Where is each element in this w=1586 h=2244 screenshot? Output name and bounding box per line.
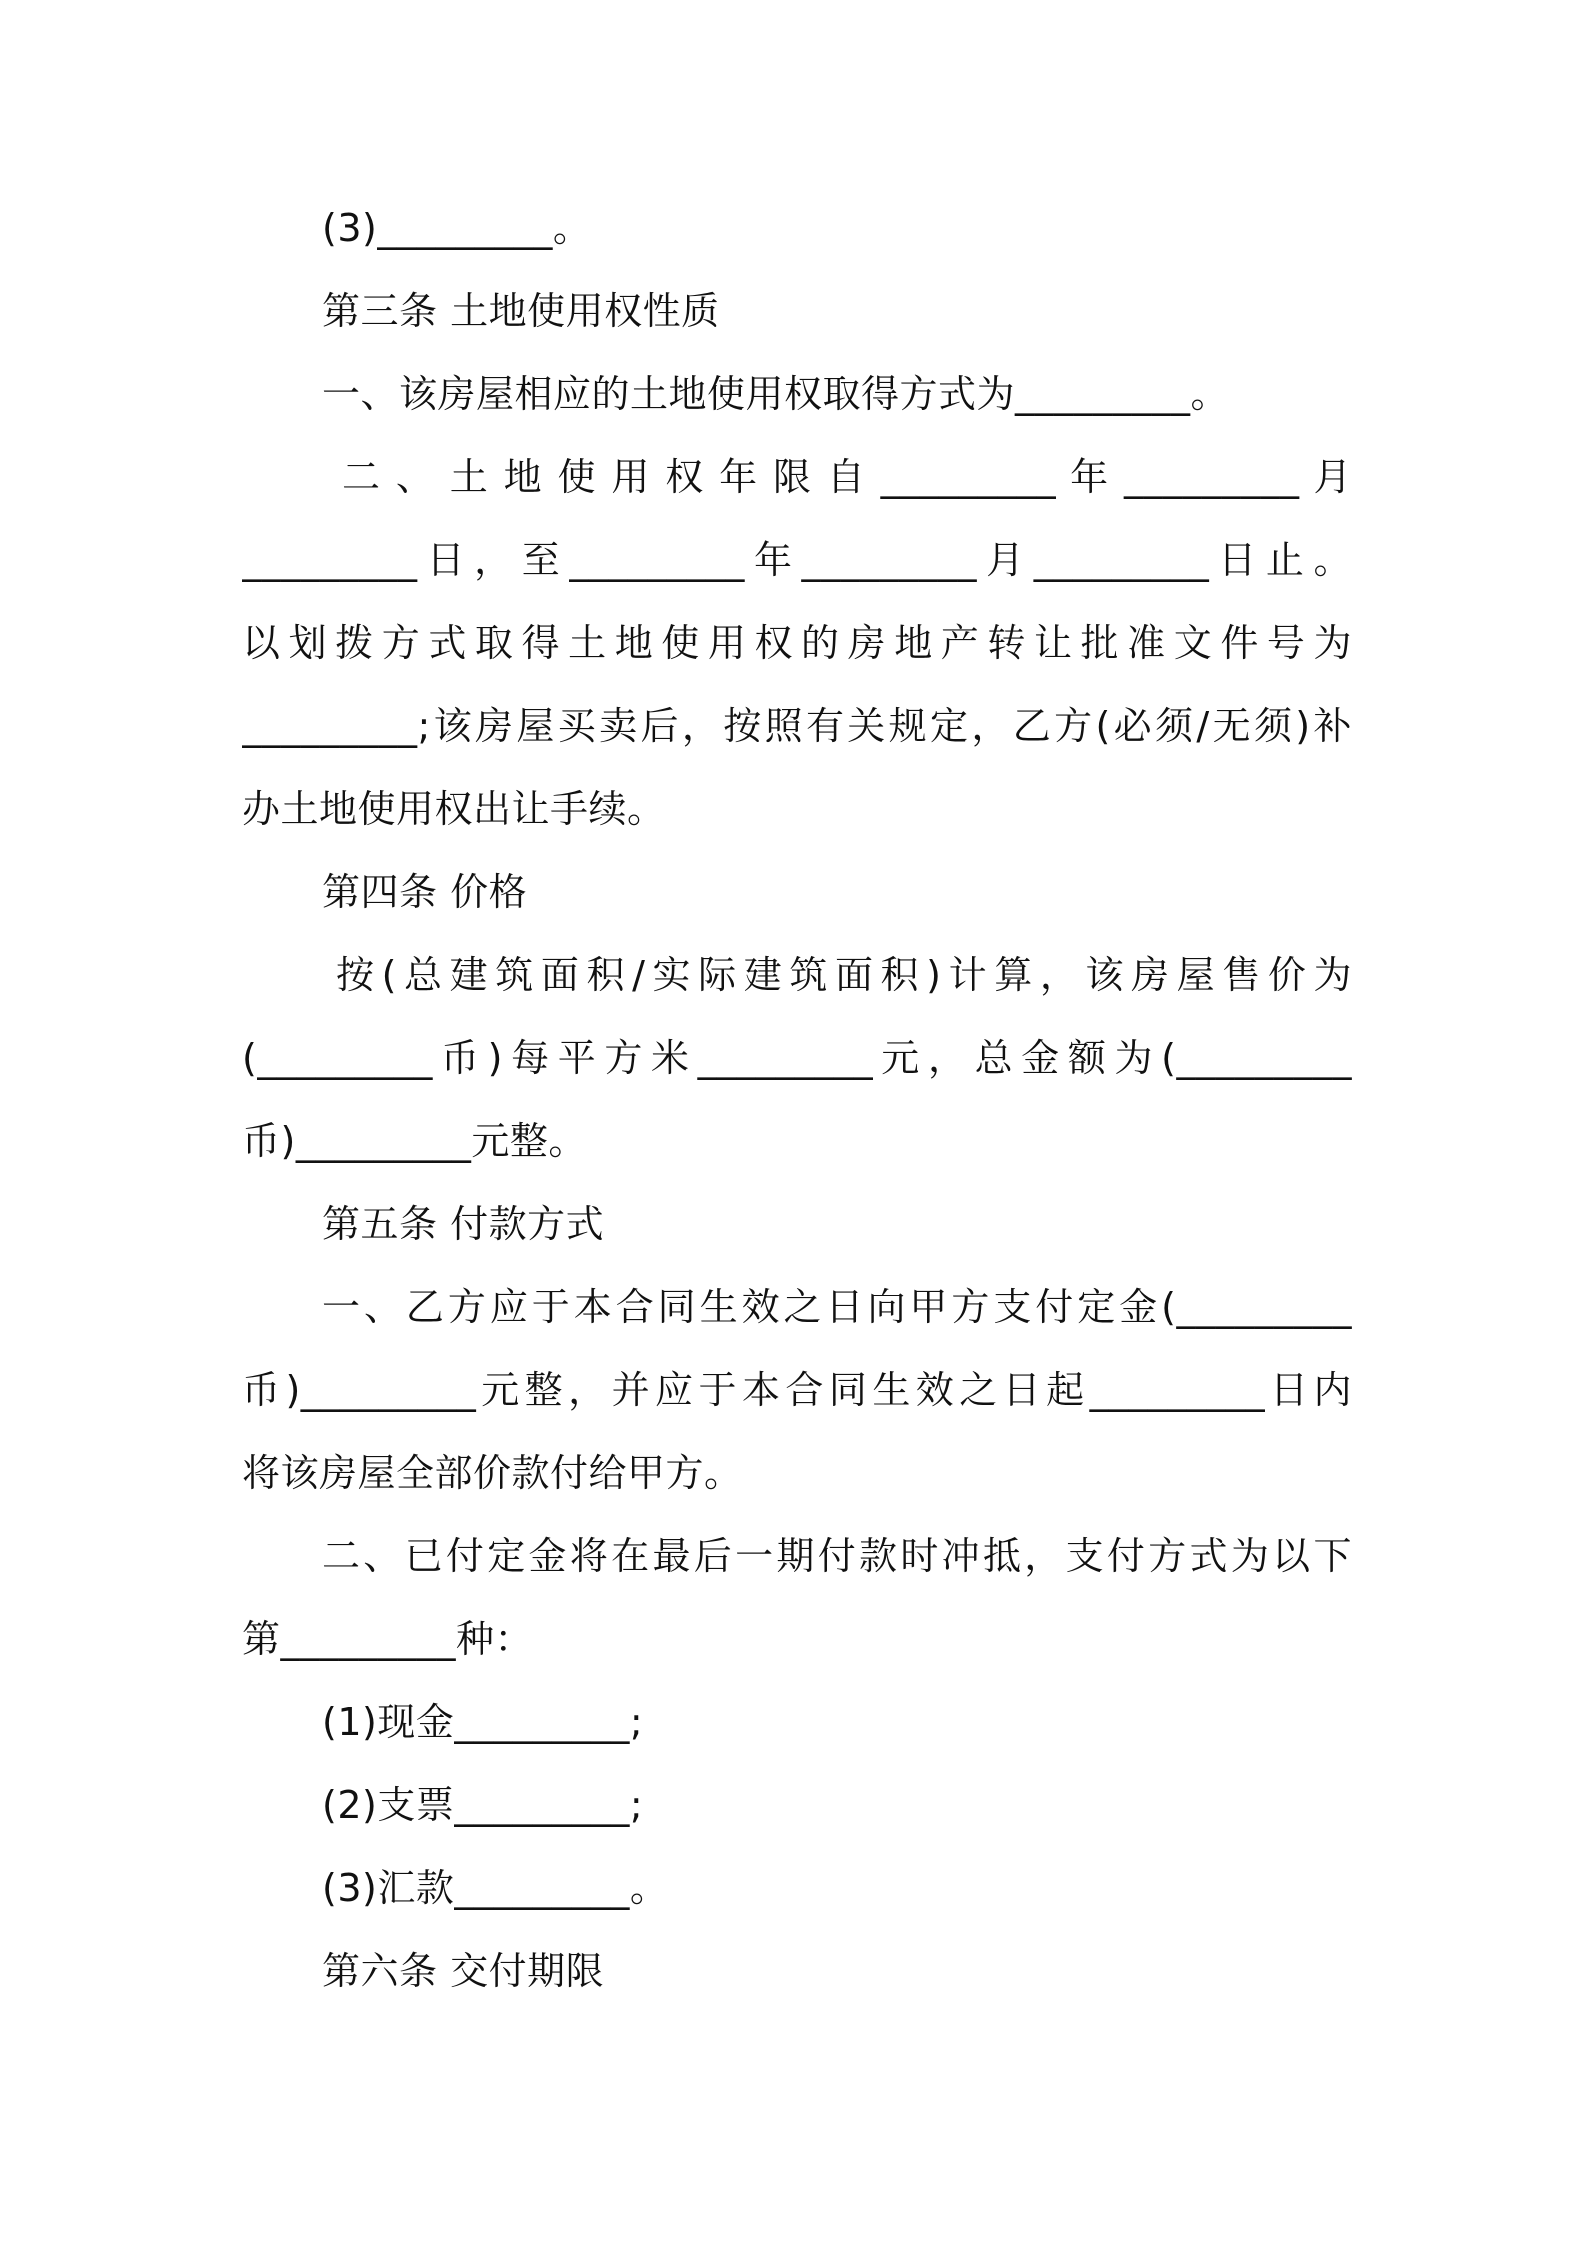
article-5-paragraph-1-line-3: 将该房屋全部价款付给甲方。 <box>242 1451 743 1495</box>
article-5-heading: 第五条 付款方式 <box>322 1202 605 1246</box>
article-4-paragraph-line-3: 币)_________元整。 <box>242 1119 587 1163</box>
article-3-heading: 第三条 土地使用权性质 <box>322 289 720 333</box>
payment-option-remittance: (3)汇款_________。 <box>322 1866 669 1910</box>
payment-option-cash: (1)现金_________; <box>322 1700 644 1744</box>
article-3-paragraph-2-line-3: 以划拨方式取得土地使用权的房地产转让批准文件号为 <box>242 621 1352 665</box>
article-3-paragraph-2-line-5: 办土地使用权出让手续。 <box>242 787 666 831</box>
article-5-paragraph-1-line-2: 币)_________元整，并应于本合同生效之日起_________日内 <box>242 1368 1352 1412</box>
payment-option-check: (2)支票_________; <box>322 1783 644 1827</box>
article-3-paragraph-2-line-2: _________日，至_________年_________月_________日止。 <box>242 538 1352 582</box>
article-5-paragraph-1-line-1: 一、乙方应于本合同生效之日向甲方支付定金(_________ <box>322 1285 1352 1329</box>
article-4-paragraph-line-1: 按(总建筑面积/实际建筑面积)计算，该房屋售价为 <box>336 953 1352 997</box>
article-5-paragraph-2-line-1: 二、已付定金将在最后一期付款时冲抵，支付方式为以下 <box>322 1534 1352 1578</box>
article-4-heading: 第四条 价格 <box>322 870 528 914</box>
article-3-paragraph-2-line-1: 二 、 土 地 使 用 权 年 限 自 _________ 年 _________ 月 <box>342 455 1352 499</box>
article-3-paragraph-2-line-4: _________;该房屋买卖后，按照有关规定，乙方(必须/无须)补 <box>242 704 1352 748</box>
article-3-paragraph-1: 一、该房屋相应的土地使用权取得方式为_________。 <box>322 372 1230 416</box>
clause-item-3: (3)_________。 <box>322 206 592 250</box>
article-6-heading: 第六条 交付期限 <box>322 1949 605 1993</box>
article-4-paragraph-line-2: (_________币)每平方米_________元，总金额为(_________ <box>242 1036 1352 1080</box>
article-5-paragraph-2-line-2: 第_________种： <box>242 1617 534 1661</box>
